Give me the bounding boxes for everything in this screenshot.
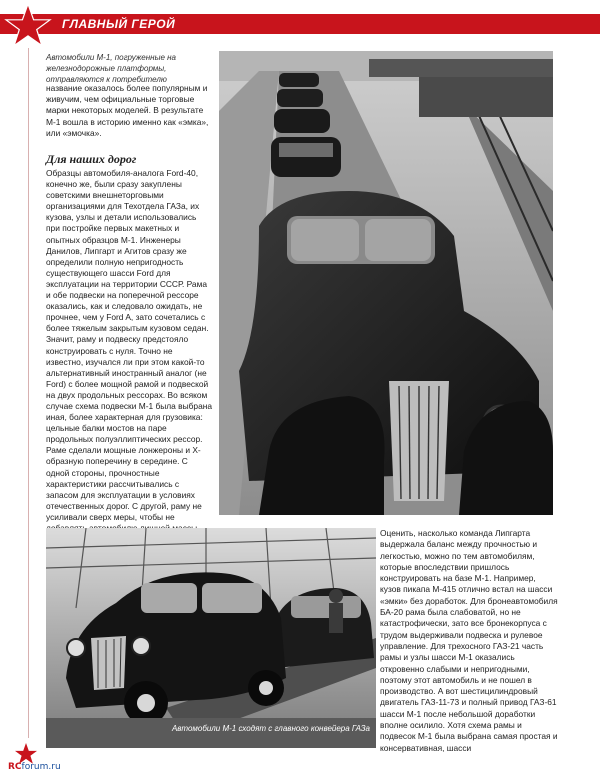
photo-railway-cars (219, 51, 553, 515)
watermark (8, 762, 61, 772)
margin-rule (28, 48, 29, 738)
watermark-suffix: forum.ru (21, 762, 61, 772)
top-photo-caption: Автомобили М-1, погруженные на железнодорожные платформы, отправляются к потребителю (46, 53, 176, 84)
red-star-icon (4, 2, 52, 48)
section-heading: Для наших дорог (46, 152, 137, 166)
assembly-line-illustration (46, 528, 376, 748)
photo-assembly-line (46, 528, 376, 748)
body-paragraph-right: Оценить, насколько команда Липгарта выдержала баланс между прочностью и легкостью, можно по тем автомобилям, которые впоследствии пришлось конструировать на базе М-1. Например, кузов пикапа М-415 отлично встал на шасси «эмки» без доработок. Для бронеавтомобиля БА-20 рама была слабоватой, но не катастрофически, зато все бронекорпуса с трудом выдерживали подвеска и рулевое управление. Для трехосного ГАЗ-21 часть рамы и узлы шасси М-1 оказались откровенно слабыми и непригодными, поэтому этот автомобиль и не пошел в производство. А вот шестицилиндровый двигатель ГАЗ-11-73 и полный привод ГАЗ-61 шасси М-1 после небольшой доработки вполне осилило. Хотя схема рамы и подвесок М-1 была выбрана самая простая и консервативная, шасси (380, 528, 558, 753)
body-paragraph-left: Образцы автомобиля-аналога Ford-40, конечно же, были сразу закуплены советскими внешнеторговыми организациями для Техотдела ГАЗа, их кузова, узлы и детали использовались при постройке первых макетных и опытных образцов М-1. Инженеры Данилов, Липгарт и Агитов сразу же определили полную непригодность существующего шасси Ford для эксплуатации на территории СССР. Рама и обе подвески на поперечной рессоре оказались, как и следовало ожидать, не прочнее, чем у Ford A, зато сочетались с более тяжелым закрытым кузовом седан. Значит, раму и подвеску предстояло конструировать с нуля. Точно не известно, изучался ли при этом какой-то альтернативный иностранный аналог (не Ford) с более мощной рамой и подвеской на двух продольных рессорах. Во всяком случае схема подвески М-1 была выбрана иная, более характерная для грузовика: цельные балки мостов на паре продольных полуэллиптических рессор. Раме сделали мощные лонжероны и Х-образную поперечину в середине. С одной стороны, прочностные характеристики рассчитывались с запасом для эксплуатации в условиях отечественных дорог. С другой, раму не усиливали сверх меры, чтобы не (46, 168, 213, 522)
watermark-prefix: RC (8, 762, 22, 772)
railway-cars-illustration (219, 51, 553, 515)
section-title: ГЛАВНЫЙ ГЕРОЙ (62, 17, 176, 31)
bottom-photo-caption: Автомобили М-1 сходят с главного конвейера ГАЗа (171, 724, 370, 733)
intro-paragraph: название оказалось более популярным и живучим, чем официальные торговые марки некоторых моделей. В результате М-1 вошла в историю именно как «эмка», или «эмочка». (46, 83, 209, 138)
